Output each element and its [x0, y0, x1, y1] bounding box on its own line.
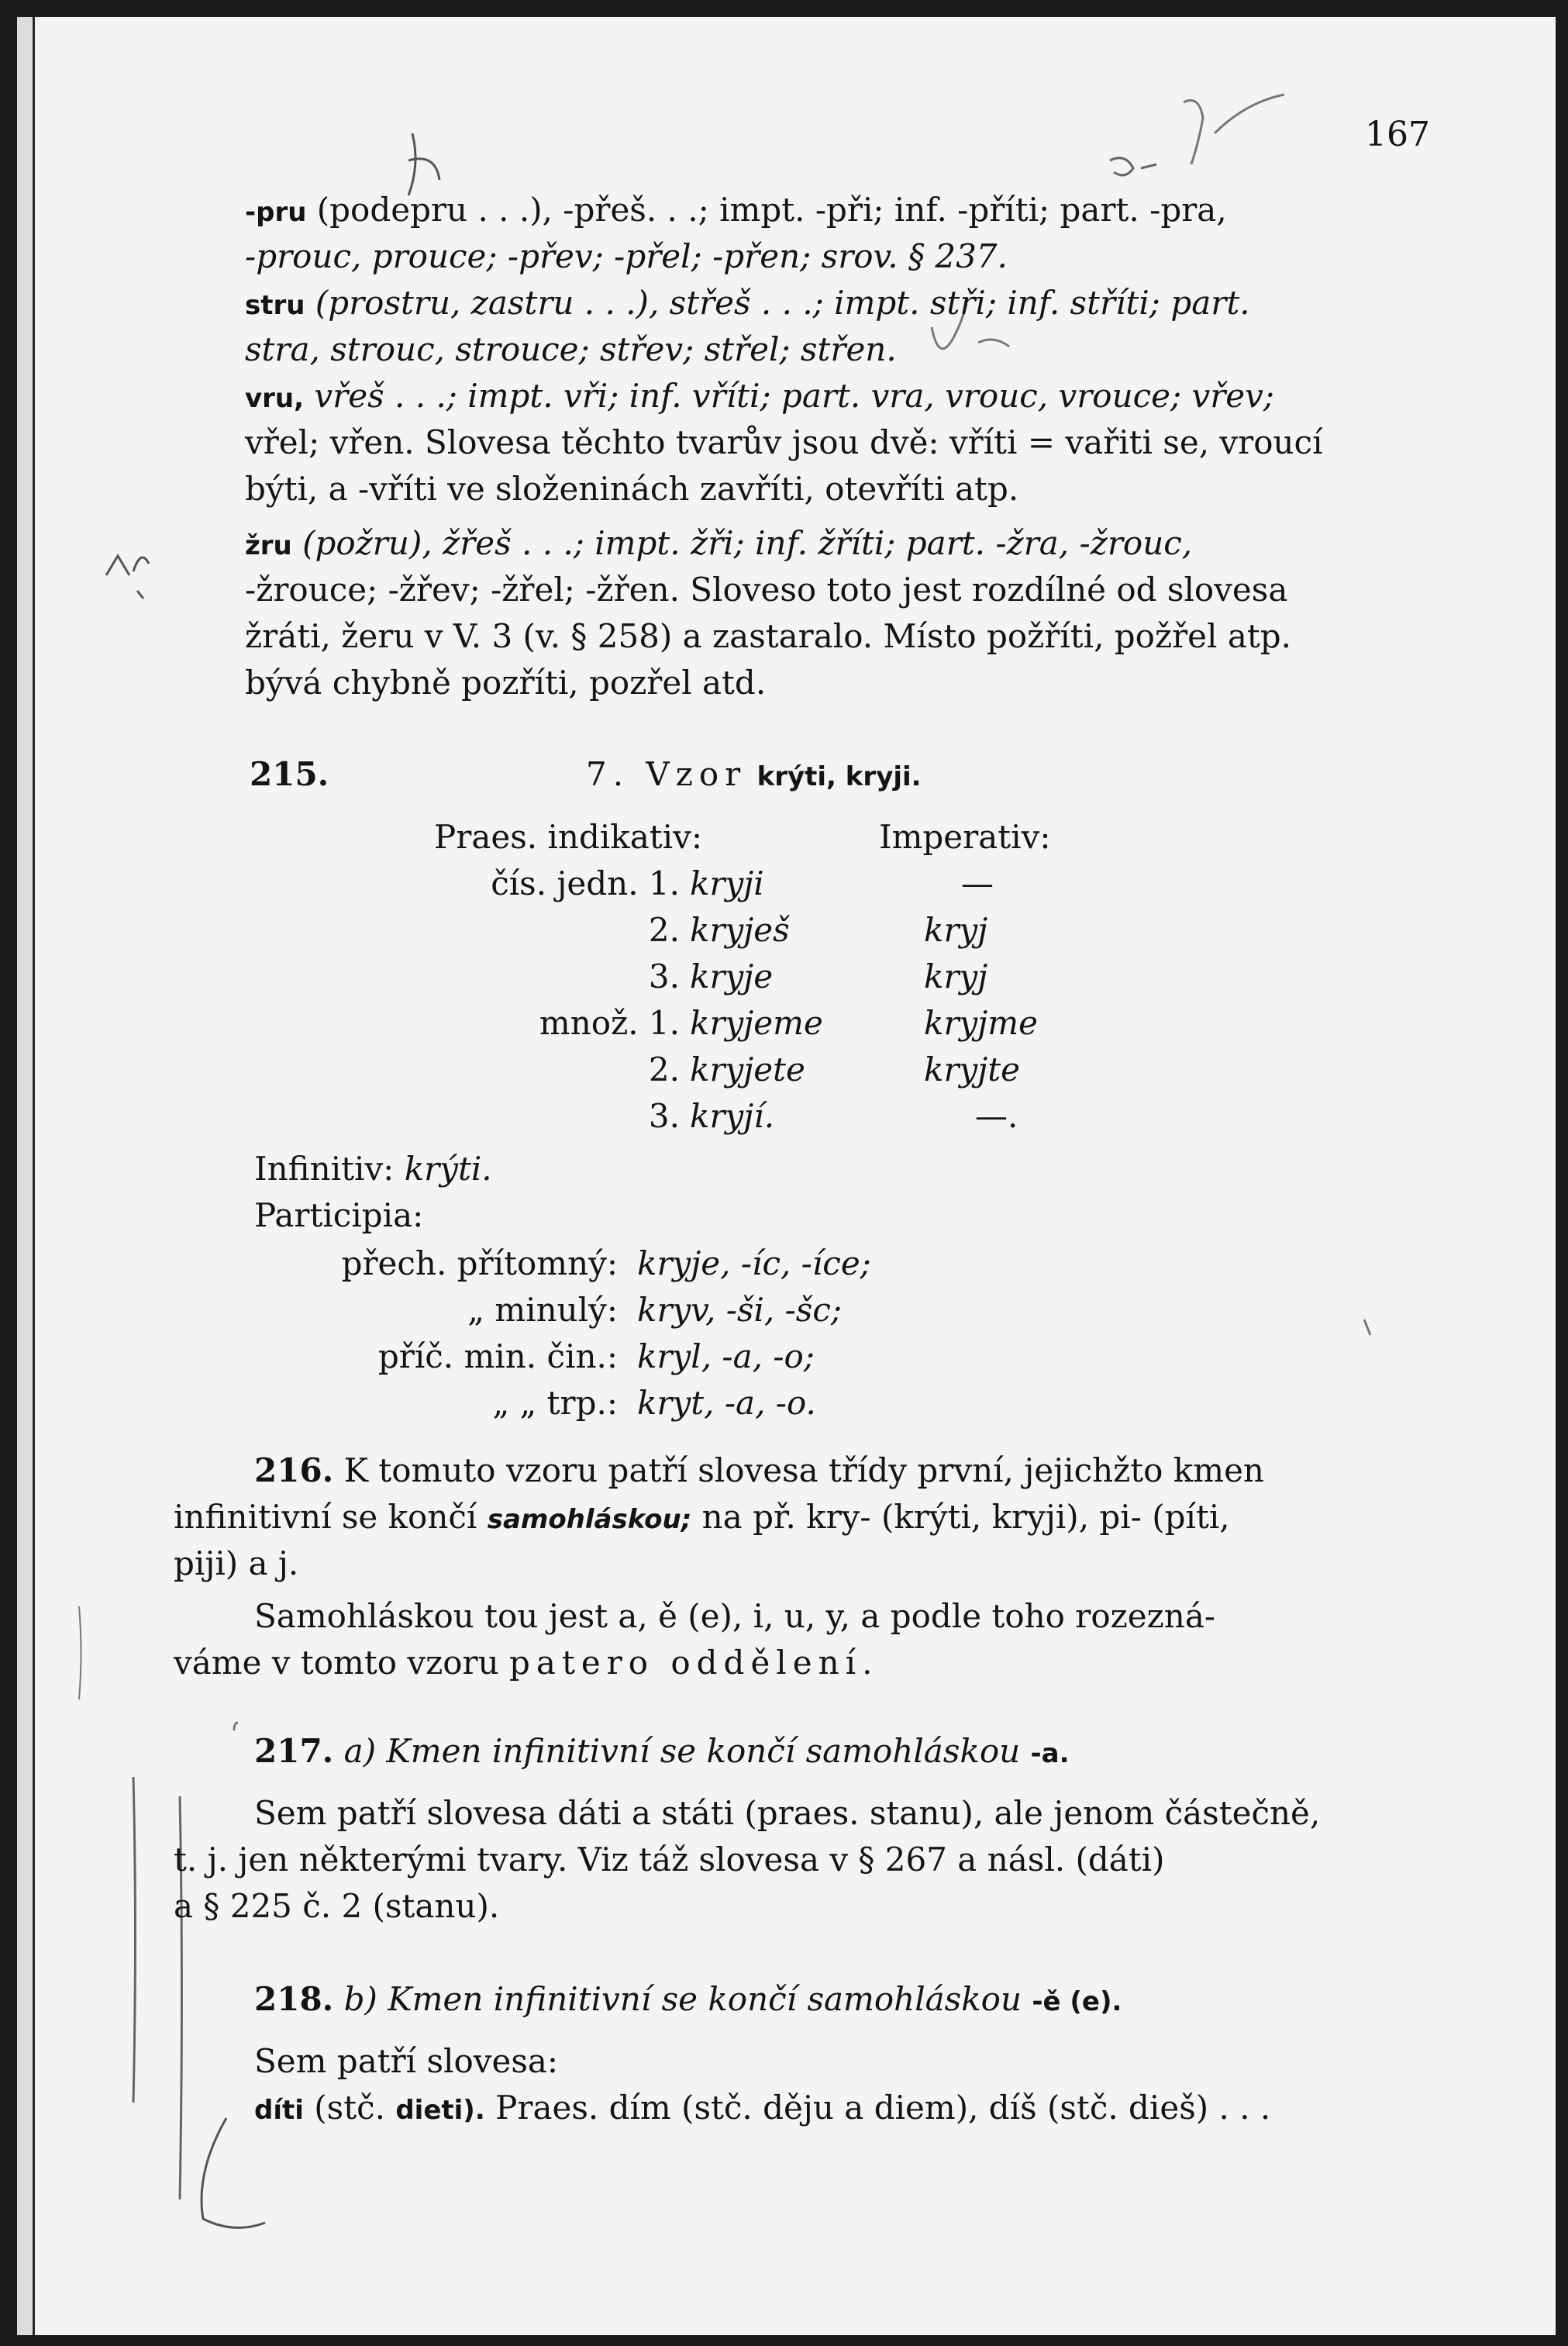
part-value: kryl, -a, -o;	[637, 1337, 815, 1375]
section-218-number: 218.	[254, 1980, 334, 2018]
s217-line-2: t. j. jen některými tvary. Viz táž slovesa v § 267 a násl. (dáti)	[174, 1841, 1165, 1879]
vru-forms: vřeš . . .; impt. vři; inf. vříti; part. vra, vrouc, vrouce; vřev;	[314, 377, 1275, 415]
s218-line-1: Sem patří slovesa:	[254, 2042, 559, 2080]
vru-line-2: vřel; vřen. Slovesa těchto tvarův jsou dvě: vříti = vařiti se, vroucí	[245, 423, 1323, 461]
zru-stem: žru	[245, 530, 292, 561]
part-label: příč. min. čin.:	[377, 1337, 618, 1375]
s217-heading: 217. a) Kmen infinitivní se končí samohláskou -a.	[254, 1732, 1070, 1770]
row-label: 3.	[648, 957, 680, 995]
s216-line-1: 216. K tomuto vzoru patří slovesa třídy první, jejichžto kmen	[254, 1451, 1264, 1489]
row-praes: kryjí.	[690, 1097, 775, 1135]
participia-label: Participia:	[254, 1196, 424, 1234]
pru-forms: (podepru . . .), -přeš. . .; impt. -při; inf. -příti; part. -pra,	[316, 191, 1227, 229]
part-value: kryt, -a, -o.	[637, 1384, 816, 1422]
s218-line-2: díti (stč. dieti). Praes. dím (stč. děju a diem), díš (stč. dieš) . . .	[254, 2089, 1271, 2127]
section-216-number: 216.	[254, 1451, 334, 1489]
section-215-heading: 7. Vzor krýti, kryji.	[586, 755, 922, 793]
row-imper: kryj	[924, 911, 988, 949]
row-praes: kryji	[690, 864, 764, 902]
zru-line-1	[245, 523, 1192, 567]
row-label: čís. jedn. 1.	[491, 864, 680, 902]
section-217-number: 217.	[254, 1732, 334, 1770]
section-215-number: 215.	[250, 755, 329, 793]
zru-forms: (požru), žřeš . . .; impt. žři; inf. žříti; part. -žra, -žrouc,	[302, 524, 1193, 562]
row-imper: —.	[975, 1097, 1018, 1135]
stru-forms: (prostru, zastru . . .), střeš . . .; impt. stři; inf. stříti; part.	[315, 284, 1250, 322]
part-value: kryv, -ši, -šc;	[637, 1291, 842, 1329]
vru-stem: vru,	[245, 383, 305, 414]
vru-line-3: býti, a -vříti ve složeninách zavříti, otevříti atp.	[245, 470, 1019, 508]
row-label: 2.	[648, 1051, 680, 1088]
stru-line-2: stra, strouc, strouce; střev; střel; střen.	[245, 330, 897, 368]
row-praes: kryjete	[690, 1051, 805, 1088]
s217-line-1: Sem patří slovesa dáti a státi (praes. stanu), ale jenom částečně,	[254, 1794, 1321, 1832]
part-label: „ „ trp.:	[492, 1384, 618, 1422]
stru-line-1	[245, 282, 1250, 326]
zru-line-2: -žrouce; -žřev; -žřel; -žřen. Sloveso toto jest rozdílné od slovesa	[245, 571, 1288, 609]
stru-stem: stru	[245, 290, 305, 321]
row-praes: kryje	[690, 957, 774, 995]
s216-line-4: Samohláskou tou jest a, ě (e), i, u, y, a podle toho rozezná-	[254, 1597, 1216, 1635]
row-imper: kryj	[924, 957, 988, 995]
col-imperativ-header: Imperativ:	[879, 818, 1051, 856]
zru-line-4: bývá chybně pozříti, pozřel atd.	[245, 664, 767, 702]
part-label: přech. přítomný:	[341, 1244, 618, 1282]
pru-line-2: -prouc, prouce; -přev; -přel; -přen; srov. § 237.	[245, 237, 1008, 275]
col-praes-header: Praes. indikativ:	[434, 818, 702, 856]
part-value: kryje, -íc, -íce;	[637, 1244, 871, 1282]
pru-line-1	[245, 189, 1227, 233]
row-praes: kryjeme	[690, 1004, 823, 1042]
s216-line-2: infinitivní se končí samohláskou; na př. kry- (krýti, kryji), pi- (píti,	[174, 1498, 1230, 1536]
pru-stem: -pru	[245, 197, 307, 228]
vru-line-1	[245, 375, 1274, 419]
page-number: 167	[1365, 115, 1430, 154]
row-imper: kryjte	[924, 1051, 1021, 1088]
book-page	[17, 17, 1556, 2335]
row-imper: kryjme	[924, 1004, 1038, 1042]
part-label: „ minulý:	[467, 1291, 618, 1329]
row-label: množ. 1.	[539, 1004, 680, 1042]
row-label: 2.	[648, 911, 680, 949]
infinitiv-line: Infinitiv: krýti.	[254, 1150, 492, 1188]
row-praes: kryješ	[690, 911, 790, 949]
s216-line-5: váme v tomto vzoru patero oddělení.	[174, 1644, 879, 1682]
zru-line-3: žráti, žeru v V. 3 (v. § 258) a zastaralo. Místo požříti, požřel atp.	[245, 617, 1291, 655]
s218-heading: 218. b) Kmen infinitivní se končí samohláskou -ě (e).	[254, 1980, 1122, 2018]
s217-line-3: a § 225 č. 2 (stanu).	[174, 1887, 500, 1925]
row-imper: —	[961, 864, 994, 902]
row-label: 3.	[648, 1097, 680, 1135]
s216-line-3: piji) a j.	[174, 1544, 299, 1582]
